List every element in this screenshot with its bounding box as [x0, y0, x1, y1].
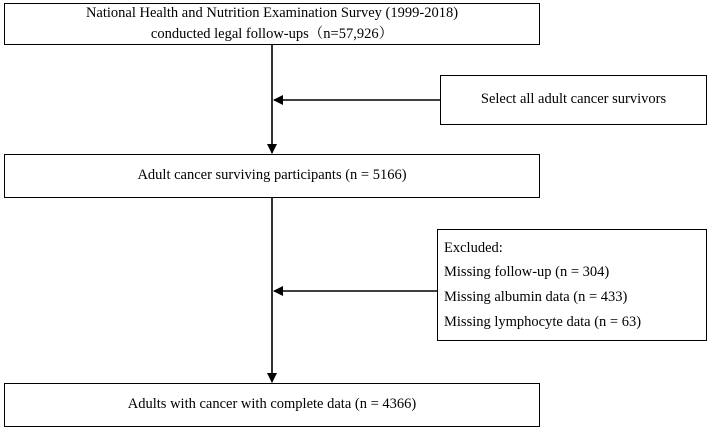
- survey-box: [4, 3, 540, 45]
- survey-line-1: National Health and Nutrition Examination Survey (1999-2018): [85, 4, 459, 21]
- excluded-title: Excluded:: [444, 239, 503, 256]
- excluded-item-follow-up: Missing follow-up (n = 304): [444, 264, 610, 281]
- survey-line-2: conducted legal follow-ups（n=57,926）: [150, 26, 394, 42]
- final-text: Adults with cancer with complete data (n = 4366): [127, 396, 417, 413]
- participants-box: [4, 154, 540, 198]
- final-box: [4, 383, 540, 427]
- excluded-item-albumin: Missing albumin data (n = 433): [444, 289, 628, 305]
- excluded-box: [437, 229, 707, 341]
- select-box: [440, 75, 707, 125]
- participants-text: Adult cancer surviving participants (n = 5166): [137, 167, 407, 184]
- excluded-item-lymphocyte: Missing lymphocyte data (n = 63): [444, 313, 642, 330]
- select-text: Select all adult cancer survivors: [480, 91, 667, 108]
